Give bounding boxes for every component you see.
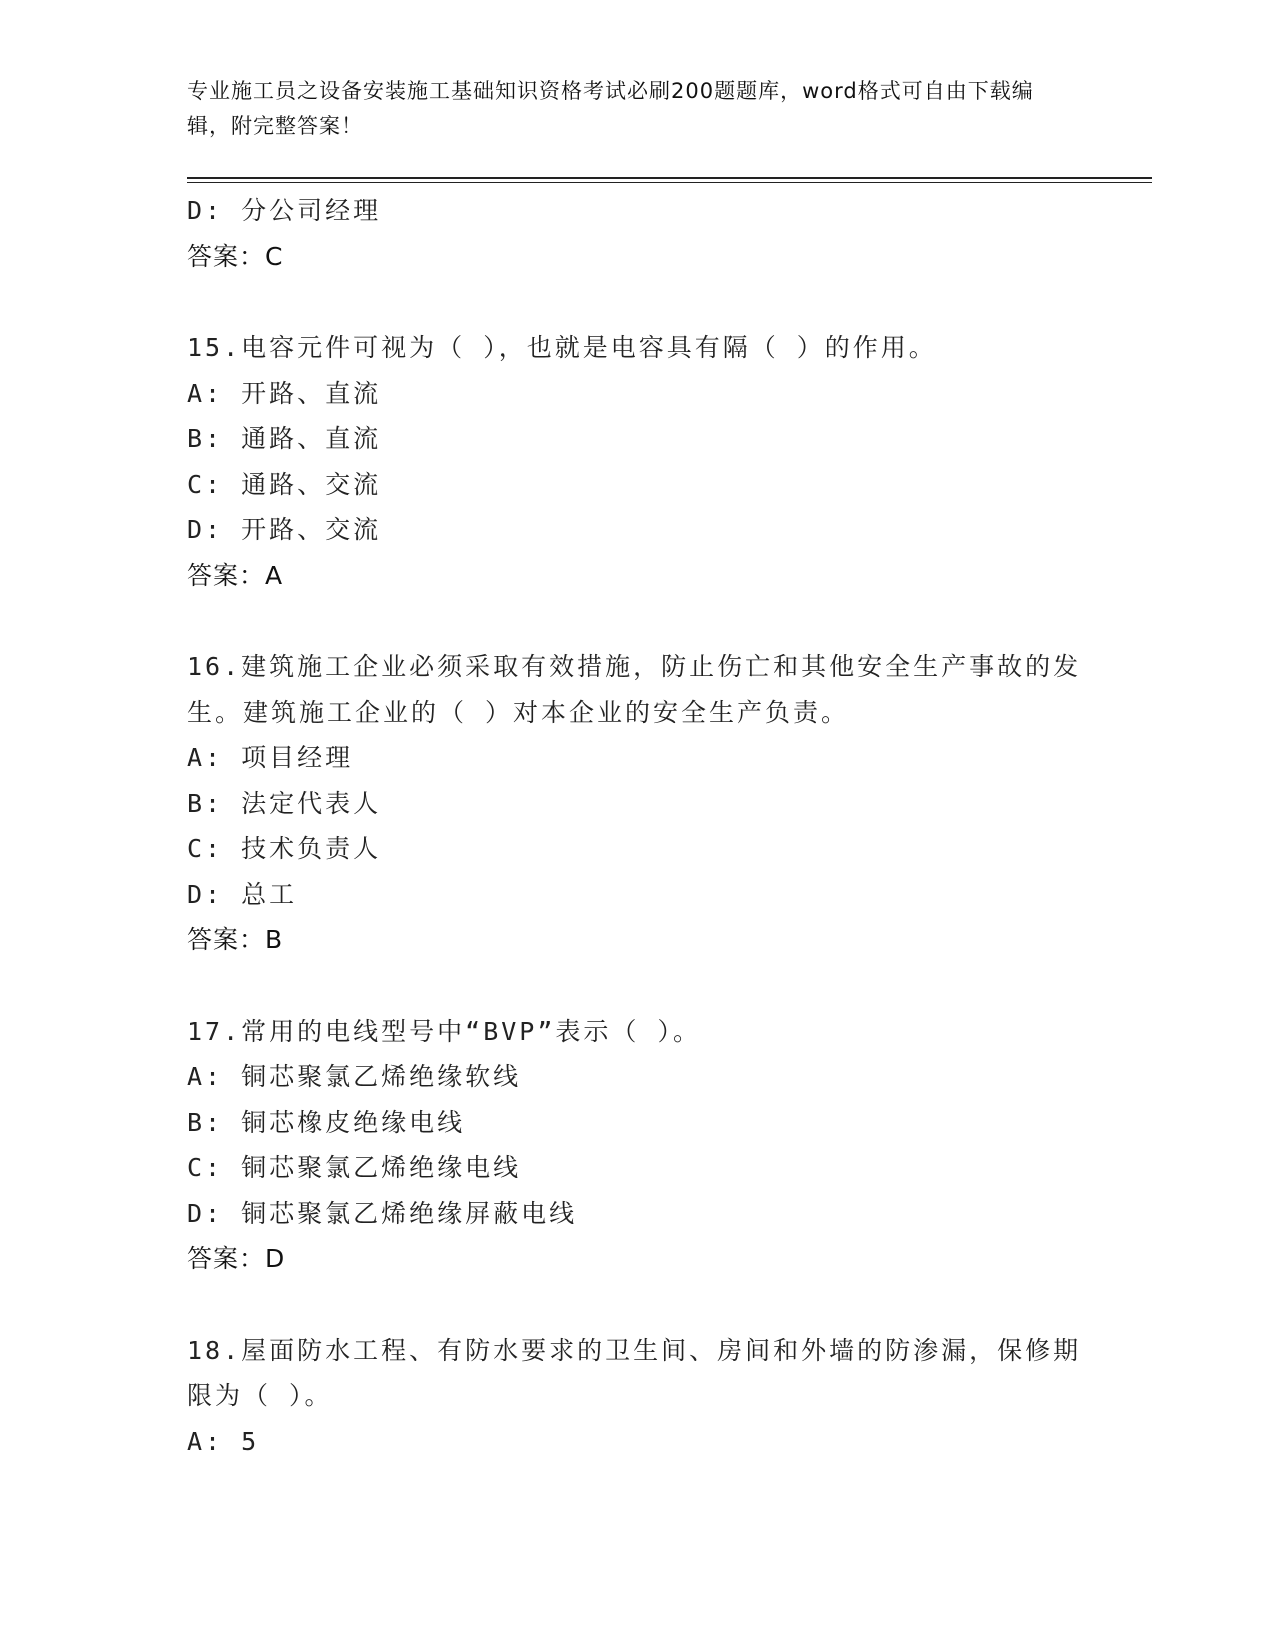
header-rule-thin <box>187 182 1152 183</box>
question-text: 16.建筑施工企业必须采取有效措施，防止伤亡和其他安全生产事故的发生。建筑施工企业的（ ）对本企业的安全生产负责。 <box>187 652 1082 727</box>
option-d: D: 开路、交流 <box>187 515 382 544</box>
question-list <box>187 188 1087 1464</box>
option-c: C: 通路、交流 <box>187 469 382 499</box>
option-c: C: 铜芯聚氯乙烯绝缘电线 <box>187 1153 522 1182</box>
question-block-18 <box>187 1328 1087 1465</box>
option-a: A: 开路、直流 <box>187 378 382 408</box>
answer-line: 答案：A <box>187 560 284 590</box>
option-a: A: 5 <box>187 1426 260 1456</box>
header-rule-thick <box>187 177 1152 179</box>
option-d: D: 分公司经理 <box>187 196 382 225</box>
document-header: 专业施工员之设备安装施工基础知识资格考试必刷200题题库，word格式可自由下载编辑，附完整答案！ <box>187 79 1034 138</box>
question-block-16 <box>187 644 1087 963</box>
answer-line: 答案：C <box>187 241 284 271</box>
question-text: 17.常用的电线型号中“BVP”表示（ ）。 <box>187 1016 701 1046</box>
option-b: B: 法定代表人 <box>187 788 382 818</box>
question-block-15 <box>187 325 1087 598</box>
option-a: A: 铜芯聚氯乙烯绝缘软线 <box>187 1062 522 1091</box>
question-text: 18.屋面防水工程、有防水要求的卫生间、房间和外墙的防渗漏，保修期限为（ ）。 <box>187 1335 1082 1410</box>
answer-line: 答案：B <box>187 925 284 954</box>
question-block-partial <box>187 188 1087 279</box>
question-block-17 <box>187 1009 1087 1282</box>
option-d: D: 总工 <box>187 879 298 909</box>
option-b: B: 通路、直流 <box>187 424 382 453</box>
option-d: D: 铜芯聚氯乙烯绝缘屏蔽电线 <box>187 1198 578 1228</box>
answer-line: 答案：D <box>187 1244 286 1273</box>
question-text: 15.电容元件可视为（ ），也就是电容具有隔（ ）的作用。 <box>187 333 937 362</box>
option-a: A: 项目经理 <box>187 743 354 772</box>
option-b: B: 铜芯橡皮绝缘电线 <box>187 1107 466 1137</box>
option-c: C: 技术负责人 <box>187 834 382 863</box>
